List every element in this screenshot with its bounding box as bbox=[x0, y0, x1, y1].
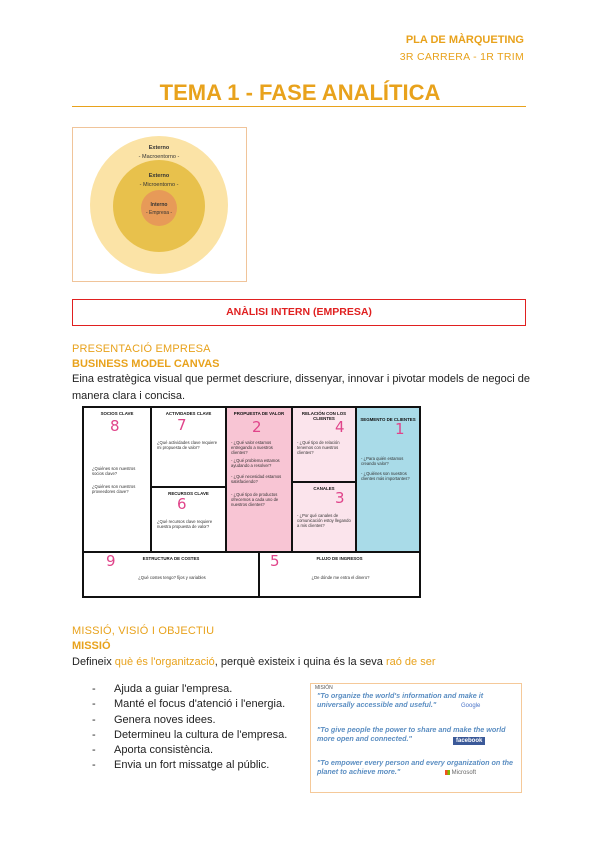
concentric-circles-graphic bbox=[73, 128, 246, 281]
bmc-recursos-q: ¿Qué recursos clave requiere nuestra propuesta de valor? bbox=[157, 519, 213, 529]
microsoft-icon bbox=[445, 770, 450, 775]
missio-bullet-list bbox=[92, 682, 287, 774]
bmc-actividades-number: 7 bbox=[177, 416, 187, 434]
inner-sub-label: - Empresa - bbox=[145, 210, 173, 216]
bmc-propuesta-title: PROPUESTA DE VALOR bbox=[233, 411, 285, 416]
bmc-segmento-q1: - ¿Para quién estamos creando valor? bbox=[361, 456, 404, 466]
bmc-relacion-title: RELACIÓN CON LOS CLIENTES bbox=[301, 411, 347, 421]
section-heading-presentacio: PRESENTACIÓ EMPRESA bbox=[72, 343, 211, 355]
header-course-subtitle: 3R CARRERA - 1R TRIM bbox=[399, 51, 524, 63]
bmc-recursos-title: RECURSOS CLAVE bbox=[168, 491, 209, 496]
bmc-relacion-number: 4 bbox=[335, 418, 345, 436]
outer-label: Externo bbox=[148, 145, 170, 151]
def-part-a: Defineix bbox=[72, 656, 115, 668]
bmc-segmento-title: SEGMENTO DE CLIENTES bbox=[360, 417, 416, 422]
bmc-propuesta-q1: - ¿Qué valor estamos entregando a nuestros clientes? bbox=[231, 440, 273, 455]
inner-label: Interno bbox=[150, 202, 168, 208]
def-part-d: raó de ser bbox=[385, 656, 436, 668]
inner-circle bbox=[141, 190, 177, 226]
bmc-canales bbox=[292, 482, 356, 552]
list-item: - Aporta consistència. bbox=[92, 744, 214, 757]
bmc-estructura-costes bbox=[83, 552, 259, 597]
facebook-logo: facebook bbox=[453, 737, 485, 745]
section-heading-missio: MISSIÓ, VISIÓ I OBJECTIU bbox=[72, 625, 215, 637]
bmc-costes-title: ESTRUCTURA DE COSTES bbox=[142, 556, 200, 561]
mission-examples-image bbox=[310, 683, 522, 793]
bmc-actividades-title: ACTIVIDADES CLAVE bbox=[165, 411, 212, 416]
bmc-socios-q2: ¿Quiénes son nuestros proveedores clave? bbox=[92, 484, 136, 494]
microsoft-mission-quote: "To empower every person and every organization on the planet to achieve more." bbox=[317, 758, 514, 776]
title-divider bbox=[72, 106, 526, 107]
def-part-b: què és l'organització bbox=[114, 656, 215, 668]
bmc-socios-q1: ¿Quiénes son nuestros socios clave? bbox=[92, 466, 136, 476]
bmc-actividades-q: ¿Qué actividades clave requiere mi propuesta de valor? bbox=[157, 440, 218, 450]
mission-label: MISIÓN bbox=[315, 685, 333, 691]
def-part-c: , perquè existeix i quina és la seva bbox=[214, 656, 386, 668]
bmc-canales-number: 3 bbox=[335, 489, 345, 507]
bmc-ingresos-q: ¿De dónde me entra el dinero? bbox=[311, 575, 370, 580]
bmc-costes-number: 9 bbox=[106, 552, 116, 570]
missio-definition bbox=[72, 654, 532, 671]
facebook-mission-quote: "To give people the power to share and make the world more open and connected." bbox=[317, 725, 506, 743]
bmc-flujo-ingresos bbox=[259, 552, 420, 597]
list-item: - Ajuda a guiar l'empresa. bbox=[92, 683, 233, 695]
bmc-canales-q: - ¿Por qué canales de comunicación estoy llegando a mis clientes? bbox=[297, 513, 351, 528]
google-logo: Google bbox=[461, 703, 481, 709]
bmc-segmento-number: 1 bbox=[395, 420, 405, 438]
analisi-intern-banner: ANÀLISI INTERN (EMPRESA) bbox=[72, 299, 526, 326]
bmc-relacion-clientes bbox=[292, 407, 356, 482]
list-item: - Envia un fort missatge al públic. bbox=[92, 759, 270, 772]
subheading-business-model-canvas: BUSINESS MODEL CANVAS bbox=[72, 358, 220, 370]
bmc-segmento-clientes bbox=[356, 407, 420, 552]
middle-label: Externo bbox=[148, 173, 170, 179]
bmc-segmento-q2: - ¿Quiénes son nuestros clientes más importantes? bbox=[361, 471, 410, 481]
list-item: - Determineu la cultura de l'empresa. bbox=[92, 728, 288, 741]
bmc-canales-title: CANALES bbox=[313, 486, 335, 491]
bmc-recursos-number: 6 bbox=[177, 495, 187, 513]
list-item: - Manté el focus d'atenció i l'energia. bbox=[92, 698, 286, 711]
list-item: - Genera noves idees. bbox=[92, 713, 216, 726]
header-course-title: PLA DE MÀRQUETING bbox=[405, 34, 524, 46]
bmc-propuesta-q2: - ¿Qué problema estamos ayudando a resolver? bbox=[231, 458, 280, 468]
bmc-propuesta-q3: - ¿Qué necesidad estamos satisfaciendo? bbox=[231, 474, 282, 484]
bmc-actividades-clave bbox=[151, 407, 226, 487]
middle-sub-label: - Microentorno - bbox=[139, 182, 179, 188]
bmc-costes-q: ¿Qué costes tengo? fijos y variables bbox=[138, 575, 206, 580]
bmc-propuesta-q4: - ¿Qué tipo de productos ofrecemos a cada uno de nuestros clientes? bbox=[231, 492, 279, 507]
bmc-relacion-q: - ¿Qué tipo de relación tenemos con nuestros clientes? bbox=[297, 440, 340, 455]
subheading-missio: MISSIÓ bbox=[72, 640, 111, 652]
bmc-ingresos-number: 5 bbox=[270, 552, 280, 570]
bmc-ingresos-title: FLUJO DE INGRESOS bbox=[316, 556, 363, 561]
bmc-recursos-clave bbox=[151, 487, 226, 552]
microsoft-logo: Microsoft bbox=[445, 770, 476, 776]
page-title: TEMA 1 - FASE ANALÍTICA bbox=[159, 80, 441, 105]
bmc-propuesta-valor bbox=[226, 407, 292, 552]
environment-diagram bbox=[72, 127, 247, 282]
business-model-canvas bbox=[82, 406, 421, 598]
bmc-socios-number: 8 bbox=[110, 417, 120, 435]
bmc-propuesta-number: 2 bbox=[252, 418, 262, 436]
google-mission-quote: "To organize the world's information and make it universally accessible and useful." bbox=[317, 691, 484, 709]
bmc-socios-clave bbox=[83, 407, 151, 552]
outer-sub-label: - Macroentorno - bbox=[138, 154, 180, 160]
bmc-socios-title: SOCIOS CLAVE bbox=[100, 411, 134, 416]
bmc-description: Eina estratègica visual que permet descriure, dissenyar, innovar i pivotar models de negoci de manera clara i concisa. bbox=[72, 373, 530, 402]
